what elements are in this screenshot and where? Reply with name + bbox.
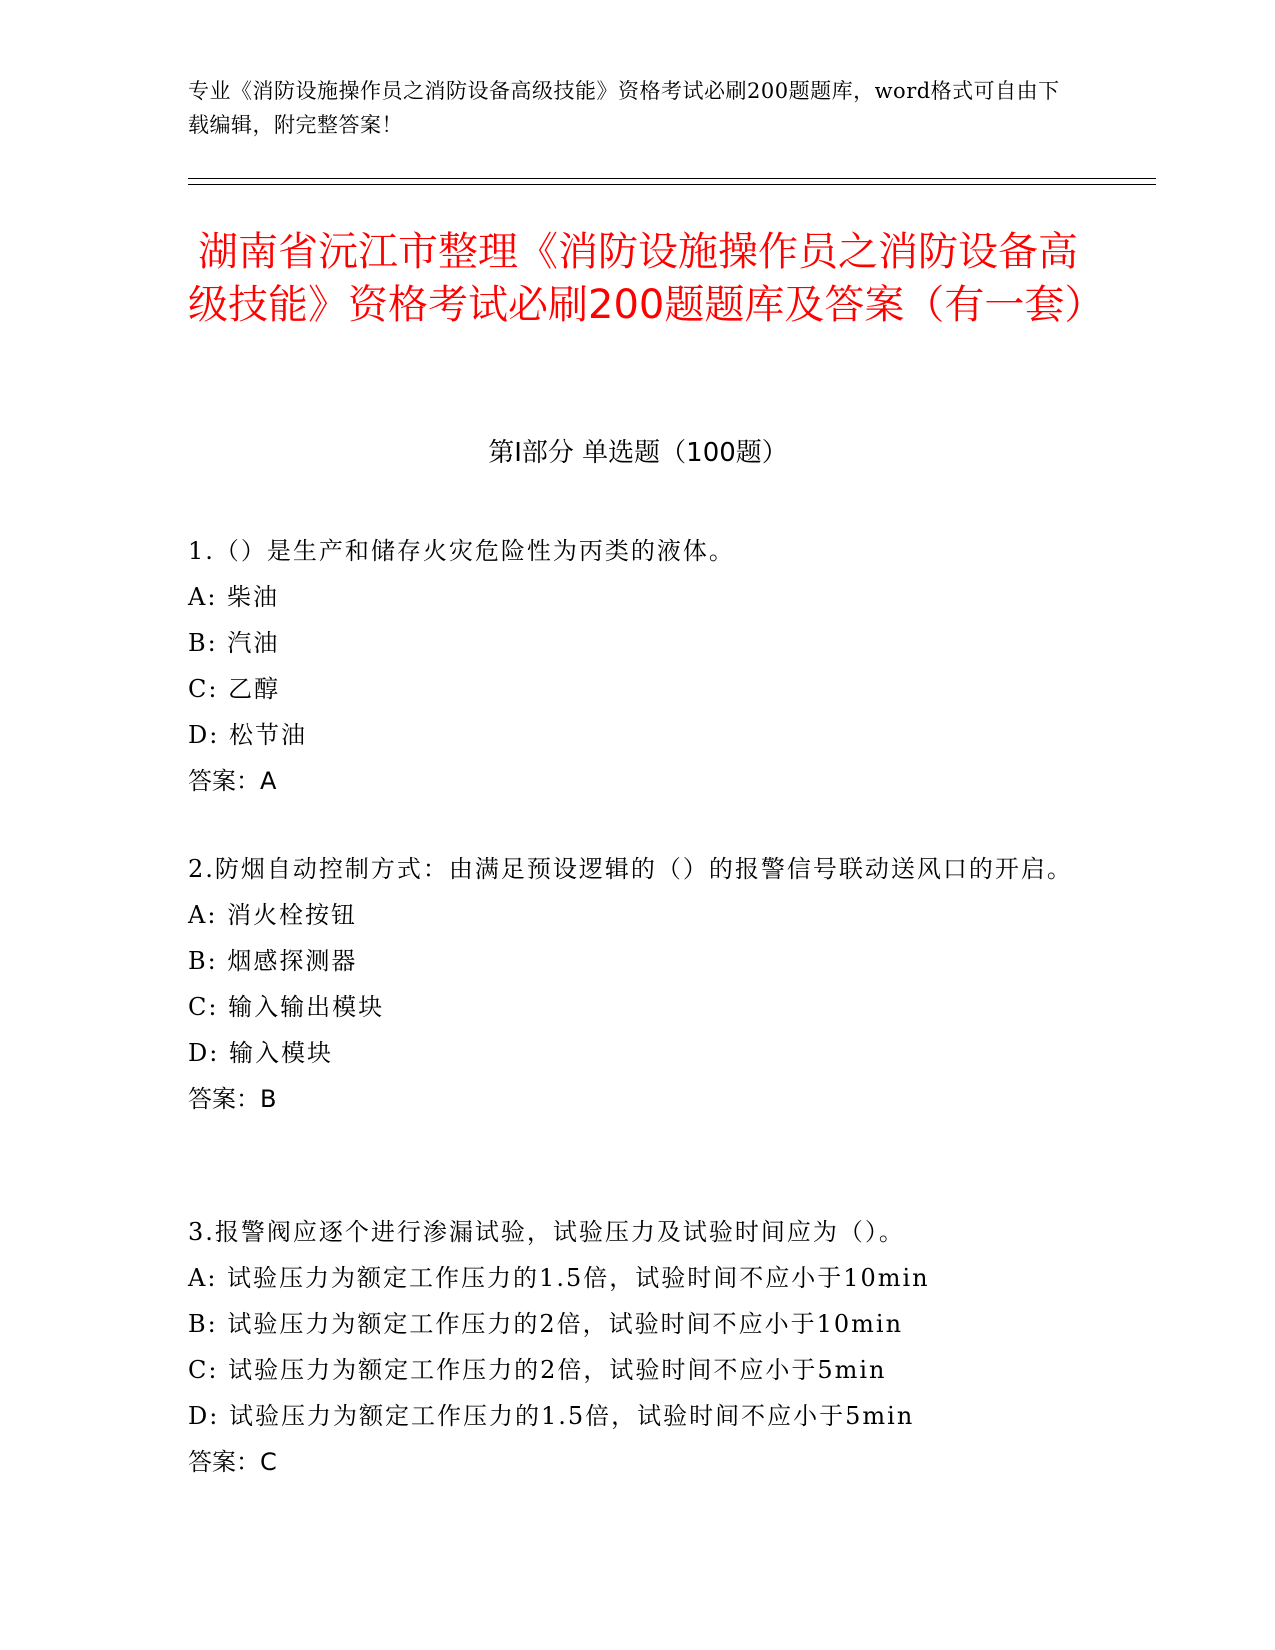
answer-line: 答案：B [188,1085,277,1113]
option-d: D: 输入模块 [188,1039,333,1067]
question-stem: 2.防烟自动控制方式：由满足预设逻辑的（）的报警信号联动送风口的开启。 [188,855,1073,883]
option-d: D: 试验压力为额定工作压力的1.5倍，试验时间不应小于5min [188,1402,915,1430]
header-divider-line [188,184,1156,185]
question-block [188,1209,1088,1485]
answer-line: 答案：C [188,1448,277,1476]
option-a: A: 试验压力为额定工作压力的1.5倍，试验时间不应小于10min [188,1264,930,1292]
option-b: B: 汽油 [188,629,280,657]
answer-line: 答案：A [188,767,277,795]
question-stem: 3.报警阀应逐个进行渗漏试验，试验压力及试验时间应为（）。 [188,1218,905,1246]
option-b: B: 烟感探测器 [188,947,358,975]
section-title: 第Ⅰ部分 单选题（100题） [488,438,788,468]
question-stem: 1.（）是生产和储存火灾危险性为丙类的液体。 [188,537,735,565]
option-c: C: 试验压力为额定工作压力的2倍，试验时间不应小于5min [188,1356,887,1384]
option-c: C: 乙醇 [188,675,281,703]
question-block [188,846,1088,1122]
header-divider-line [188,178,1156,179]
header-note: 专业《消防设施操作员之消防设备高级技能》资格考试必刷200题题库，word格式可自由下载编辑，附完整答案！ [188,79,1060,137]
option-a: A: 消火栓按钮 [188,901,358,929]
option-c: C: 输入输出模块 [188,993,385,1021]
option-a: A: 柴油 [188,583,280,611]
document-title: 湖南省沅江市整理《消防设施操作员之消防设备高级技能》资格考试必刷200题题库及答案（有一套） [188,229,1105,328]
option-d: D: 松节油 [188,721,307,749]
option-b: B: 试验压力为额定工作压力的2倍，试验时间不应小于10min [188,1310,904,1338]
question-block [188,528,1088,804]
